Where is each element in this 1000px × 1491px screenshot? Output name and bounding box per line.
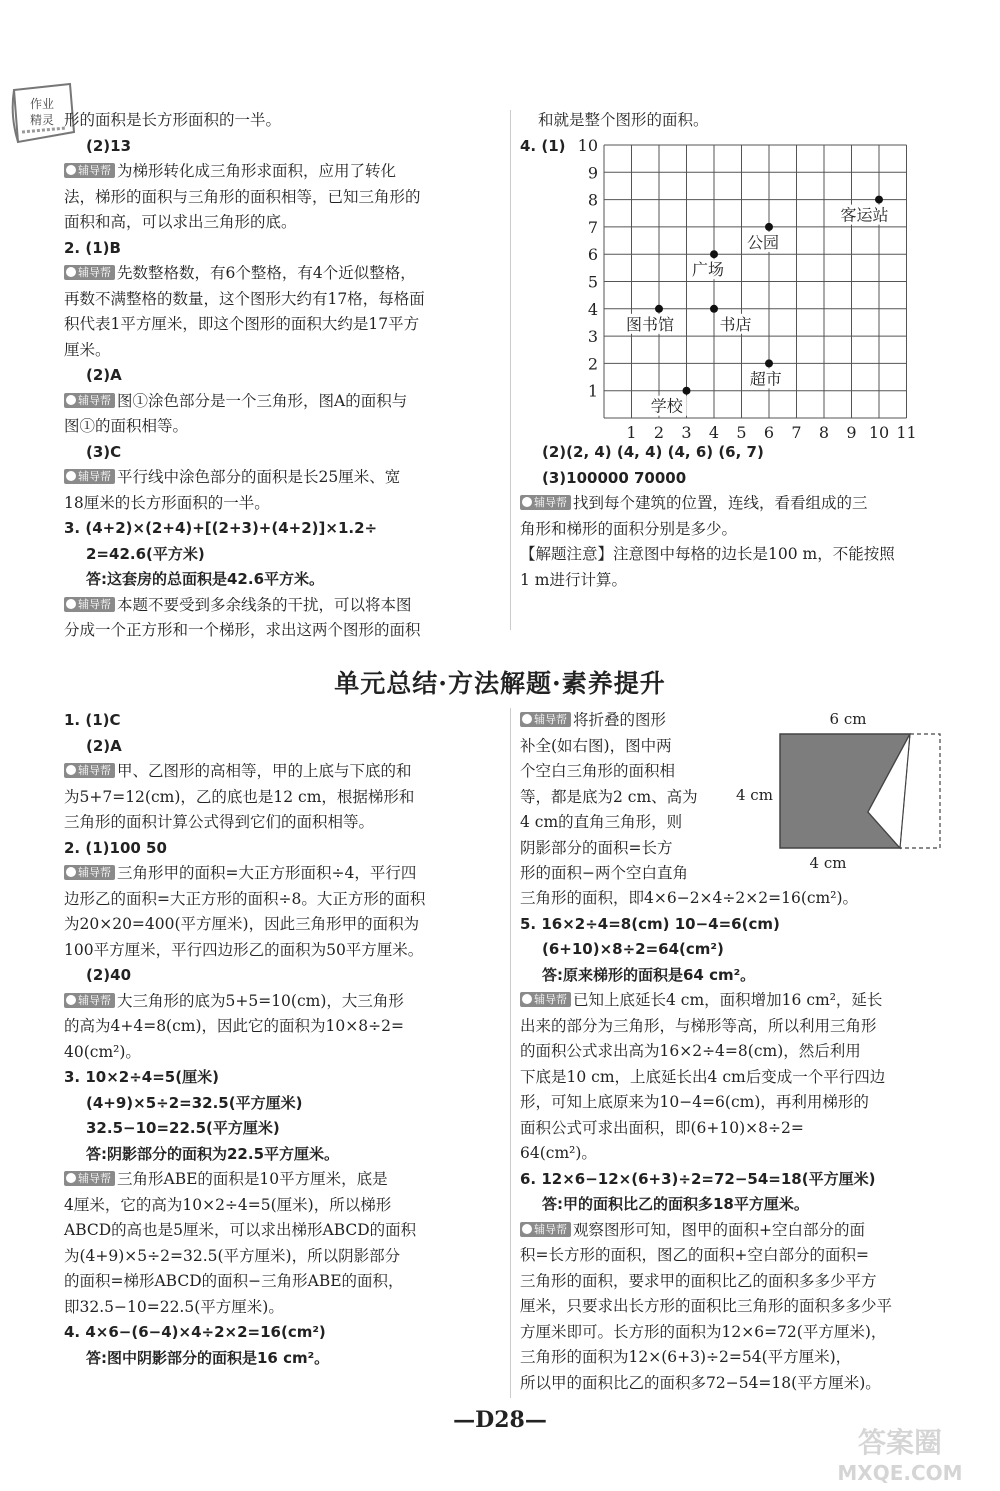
answer-line: 答:图中阴影部分的面积是16 cm²。 xyxy=(86,1348,330,1367)
y-tick-label: 4 xyxy=(587,299,598,319)
text-line: 40(cm²)。 xyxy=(64,1042,141,1061)
svg-text:作业: 作业 xyxy=(29,97,55,111)
text-line: 个空白三角形的面积相 xyxy=(520,762,676,780)
text-line: 100平方厘米，平行四边形乙的面积为50平方厘米。 xyxy=(64,940,424,959)
text-line: 等，都是底为2 cm、高为 xyxy=(520,787,698,806)
text-line: 和就是整个图形的面积。 xyxy=(538,111,709,129)
helper-icon xyxy=(66,165,76,175)
grid-chart xyxy=(560,138,920,448)
help-tag-badge: 辅导帮 xyxy=(64,469,115,484)
helper-icon xyxy=(522,994,532,1004)
answer-line: (2)A xyxy=(86,366,122,384)
point-marker xyxy=(655,305,663,313)
answer-line: 32.5−10=22.5(平方厘米) xyxy=(86,1119,280,1137)
top-right-column xyxy=(520,108,960,134)
help-tag-badge: 辅导帮 xyxy=(64,597,115,612)
text-line: 边形乙的面积=大正方形的面积÷8。大正方形的面积 xyxy=(64,889,426,908)
question-4-label: 4. (1) xyxy=(520,137,566,155)
x-tick-label: 3 xyxy=(681,423,692,442)
answer-line: 2=42.6(平方米) xyxy=(86,544,205,563)
help-tag-badge: 辅导帮 xyxy=(64,1171,115,1186)
text-line: 厘米，只要求出长方形的面积比三角形的面积多多少平 xyxy=(520,1297,893,1315)
y-tick-label: 10 xyxy=(577,138,598,155)
question-line: 3. (4+2)×(2+4)+[(2+3)+(4+2)]×1.2÷ xyxy=(64,519,378,537)
help-note-line: 辅导帮 本题不要受到多余线条的干扰，可以将本图 xyxy=(64,593,504,619)
text-line: 法，梯形的面积与三角形的面积相等，已知三角形的 xyxy=(64,187,421,206)
x-tick-label: 10 xyxy=(868,423,890,442)
bottom-right-column xyxy=(520,886,960,1396)
help-note-line: 辅导帮 大三角形的底为5+5=10(cm)，大三角形 xyxy=(64,989,504,1015)
y-tick-label: 6 xyxy=(587,245,598,265)
helper-icon xyxy=(66,395,76,405)
answer-line: (2)40 xyxy=(86,966,132,984)
helper-icon xyxy=(522,1224,532,1234)
answer-line: 答:这套房的总面积是42.6平方米。 xyxy=(86,570,325,588)
column-divider-top xyxy=(510,110,511,630)
text-line: 为5+7=12(cm)，乙的底也是12 cm，根据梯形和 xyxy=(64,787,415,806)
fold-bottom-label: 4 cm xyxy=(809,854,847,872)
answer-line: (3)C xyxy=(86,442,122,461)
point-label: 书店 xyxy=(719,314,752,334)
helper-icon xyxy=(66,867,76,877)
x-tick-label: 9 xyxy=(846,423,857,442)
question-line: 3. 10×2÷4=5(厘米) xyxy=(64,1068,219,1086)
text-line: 出来的部分为三角形，与梯形等高，所以利用三角形 xyxy=(520,1016,877,1035)
text-line: 方厘米即可。长方形的面积为12×6=72(平方厘米)， xyxy=(520,1322,887,1341)
question-line: 1. (1)C xyxy=(64,711,121,729)
y-tick-label: 5 xyxy=(587,272,598,292)
text-line: 面积和高，可以求出三角形的底。 xyxy=(64,213,297,231)
help-tag-badge: 辅导帮 xyxy=(64,865,115,880)
helper-icon xyxy=(66,1173,76,1183)
bottom-right-wrap-text xyxy=(520,708,740,887)
point-label: 广场 xyxy=(692,260,725,280)
text-line: 4厘米，它的高为10×2÷4=5(厘米)，所以梯形 xyxy=(64,1195,392,1214)
helper-icon xyxy=(66,599,76,609)
x-tick-label: 4 xyxy=(708,423,720,442)
svg-text:答案圈: 答案圈 xyxy=(857,1426,943,1459)
text-line: 积代表1平方厘米，即这个图形的面积大约是17平方 xyxy=(64,315,420,333)
help-tag-badge: 辅导帮 xyxy=(64,763,115,778)
top-right-answers xyxy=(520,440,960,593)
text-line: 【解题注意】注意图中每格的边长是100 m，不能按照 xyxy=(520,545,895,563)
y-tick-label: 3 xyxy=(587,327,598,347)
text-line: 积=长方形的面积，图乙的面积+空白部分的面积= xyxy=(520,1246,869,1264)
page-number: —D28— xyxy=(453,1407,547,1433)
point-label: 学校 xyxy=(650,396,683,416)
help-note-line: 辅导帮 已知上底延长4 cm，面积增加16 cm²，延长 xyxy=(520,988,960,1014)
watermark-logo xyxy=(815,1420,985,1490)
text-line: 下底是10 cm，上底延长出4 cm后变成一个平行四边 xyxy=(520,1067,886,1086)
text-line: 形的面积是长方形面积的一半。 xyxy=(64,111,282,129)
fold-figure xyxy=(730,704,950,874)
help-note-line: 辅导帮 为梯形转化成三角形求面积，应用了转化 xyxy=(64,159,504,185)
question-line: 2. (1)100 50 xyxy=(64,838,167,857)
help-tag-badge: 辅导帮 xyxy=(64,993,115,1008)
point-marker xyxy=(710,250,718,258)
help-note-line: 辅导帮 先数整格数，有6个整格，有4个近似整格， xyxy=(64,261,504,287)
fold-left-label: 4 cm xyxy=(736,786,773,804)
bottom-left-column xyxy=(64,708,504,1371)
text-line: 分成一个正方形和一个梯形，求出这两个图形的面积 xyxy=(64,621,421,639)
help-tag-badge: 辅导帮 xyxy=(64,163,115,178)
help-note-line: 辅导帮 三角形甲的面积=大正方形面积÷4，平行四 xyxy=(64,861,504,887)
y-tick-label: 2 xyxy=(587,354,598,374)
answer-line: 答:阴影部分的面积为22.5平方厘米。 xyxy=(86,1144,340,1163)
point-marker xyxy=(683,387,691,395)
help-tag-badge: 辅导帮 xyxy=(520,1222,571,1237)
help-note-line: 辅导帮 找到每个建筑的位置，连线，看看组成的三 xyxy=(520,491,960,517)
text-line: 角形和梯形的面积分别是多少。 xyxy=(520,519,738,538)
text-line: 三角形的面积，即4×6−2×4÷2×2=16(cm²)。 xyxy=(520,889,859,907)
text-line: 的面积=梯形ABCD的面积−三角形ABE的面积， xyxy=(64,1272,404,1290)
question-line: 6. 12×6−12×(6+3)÷2=72−54=18(平方厘米) xyxy=(520,1169,876,1188)
text-line: 补全(如右图)，图中两 xyxy=(520,736,672,755)
text-line: 厘米。 xyxy=(64,340,111,359)
answer-line: (6+10)×8÷2=64(cm²) xyxy=(542,940,724,958)
point-marker xyxy=(765,359,773,367)
point-marker xyxy=(710,305,718,313)
text-line: 64(cm²)。 xyxy=(520,1144,597,1162)
help-tag-badge: 辅导帮 xyxy=(64,393,115,408)
answer-line: 答:甲的面积比乙的面积多18平方厘米。 xyxy=(542,1195,809,1213)
text-line: 再数不满整格的数量，这个图形大约有17格，每格面 xyxy=(64,289,425,308)
point-marker xyxy=(765,223,773,231)
help-tag-badge: 辅导帮 xyxy=(64,265,115,280)
help-tag-badge: 辅导帮 xyxy=(520,992,571,1007)
text-line: 形，可知上底原来为10−4=6(cm)，再利用梯形的 xyxy=(520,1093,869,1111)
answer-line: (2)(2, 4) (4, 4) (4, 6) (6, 7) xyxy=(542,443,764,461)
help-note-line: 辅导帮 将折叠的图形 xyxy=(520,708,740,734)
fold-top-label: 6 cm xyxy=(829,710,867,728)
helper-icon xyxy=(522,714,532,724)
answer-line: (4+9)×5÷2=32.5(平方厘米) xyxy=(86,1093,303,1112)
helper-icon xyxy=(522,497,532,507)
text-line: 三角形的面积计算公式得到它们的面积相等。 xyxy=(64,813,375,831)
question-line: 4. 4×6−(6−4)×4÷2×2=16(cm²) xyxy=(64,1323,326,1341)
text-line: 的高为4+4=8(cm)，因此它的面积为10×8÷2= xyxy=(64,1017,404,1035)
point-label: 公园 xyxy=(747,232,780,252)
text-line: 为(4+9)×5÷2=32.5(平方厘米)，所以阴影部分 xyxy=(64,1246,401,1265)
point-label: 超市 xyxy=(749,369,782,389)
x-tick-label: 6 xyxy=(763,423,775,442)
text-line: 的面积公式求出高为16×2÷4=8(cm)，然后利用 xyxy=(520,1042,861,1060)
text-line: 面积公式可求出面积，即(6+10)×8÷2= xyxy=(520,1118,804,1137)
x-tick-label: 5 xyxy=(736,423,747,442)
help-note-line: 辅导帮 三角形ABE的面积是10平方厘米，底是 xyxy=(64,1167,504,1193)
y-tick-label: 9 xyxy=(587,163,598,183)
text-line: 形的面积−两个空白直角 xyxy=(520,864,688,882)
text-line: 即32.5−10=22.5(平方厘米)。 xyxy=(64,1297,284,1316)
text-line: 为20×20=400(平方厘米)，因此三角形甲的面积为 xyxy=(64,915,420,933)
text-line: 1 m进行计算。 xyxy=(520,570,627,589)
helper-icon xyxy=(66,471,76,481)
section-title: 单元总结·方法解题·素养提升 xyxy=(334,669,666,698)
question-line: 2. (1)B xyxy=(64,238,121,257)
help-tag-badge: 辅导帮 xyxy=(520,495,571,510)
x-tick-label: 11 xyxy=(896,423,917,442)
svg-text:MXQE.COM: MXQE.COM xyxy=(837,1461,963,1485)
text-line: 4 cm的直角三角形，则 xyxy=(520,813,683,831)
text-line: 阴影部分的面积=长方 xyxy=(520,838,673,857)
x-tick-label: 8 xyxy=(818,423,830,442)
helper-icon xyxy=(66,995,76,1005)
text-line: 三角形的面积，要求甲的面积比乙的面积多多少平方 xyxy=(520,1271,877,1290)
text-line: 三角形的面积为12×(6+3)÷2=54(平方厘米)， xyxy=(520,1348,852,1366)
text-line: 图①的面积相等。 xyxy=(64,417,189,435)
y-tick-label: 7 xyxy=(587,217,598,237)
y-tick-label: 8 xyxy=(587,190,598,210)
answer-line: 答:原来梯形的面积是64 cm²。 xyxy=(542,965,756,984)
helper-icon xyxy=(66,765,76,775)
help-note-line: 辅导帮 平行线中涂色部分的面积是长25厘米、宽 xyxy=(64,465,504,491)
text-line: 18厘米的长方形面积的一半。 xyxy=(64,493,270,512)
point-marker xyxy=(875,196,883,204)
svg-text:精灵: 精灵 xyxy=(29,113,55,127)
text-line: 所以甲的面积比乙的面积多72−54=18(平方厘米)。 xyxy=(520,1373,881,1392)
help-note-line: 辅导帮 甲、乙图形的高相等，甲的上底与下底的和 xyxy=(64,759,504,785)
helper-icon xyxy=(66,267,76,277)
top-left-column xyxy=(64,108,504,644)
x-tick-label: 2 xyxy=(653,423,665,442)
column-divider-bottom xyxy=(510,708,511,1398)
answer-line: (3)100000 70000 xyxy=(542,468,687,487)
x-tick-label: 7 xyxy=(791,423,802,442)
point-label: 图书馆 xyxy=(626,314,675,334)
help-note-line: 辅导帮 观察图形可知，图甲的面积+空白部分的面 xyxy=(520,1218,960,1244)
point-label: 客运站 xyxy=(840,205,889,225)
text-line: ABCD的高也是5厘米，可以求出梯形ABCD的面积 xyxy=(64,1221,417,1239)
help-note-line: 辅导帮 图①涂色部分是一个三角形，图A的面积与 xyxy=(64,389,504,415)
x-tick-label: 1 xyxy=(626,423,637,442)
help-tag-badge: 辅导帮 xyxy=(520,712,571,727)
answer-line: (2)13 xyxy=(86,136,132,155)
question-line: 5. 16×2÷4=8(cm) 10−4=6(cm) xyxy=(520,914,780,933)
answer-line: (2)A xyxy=(86,736,122,755)
y-tick-label: 1 xyxy=(587,381,598,401)
